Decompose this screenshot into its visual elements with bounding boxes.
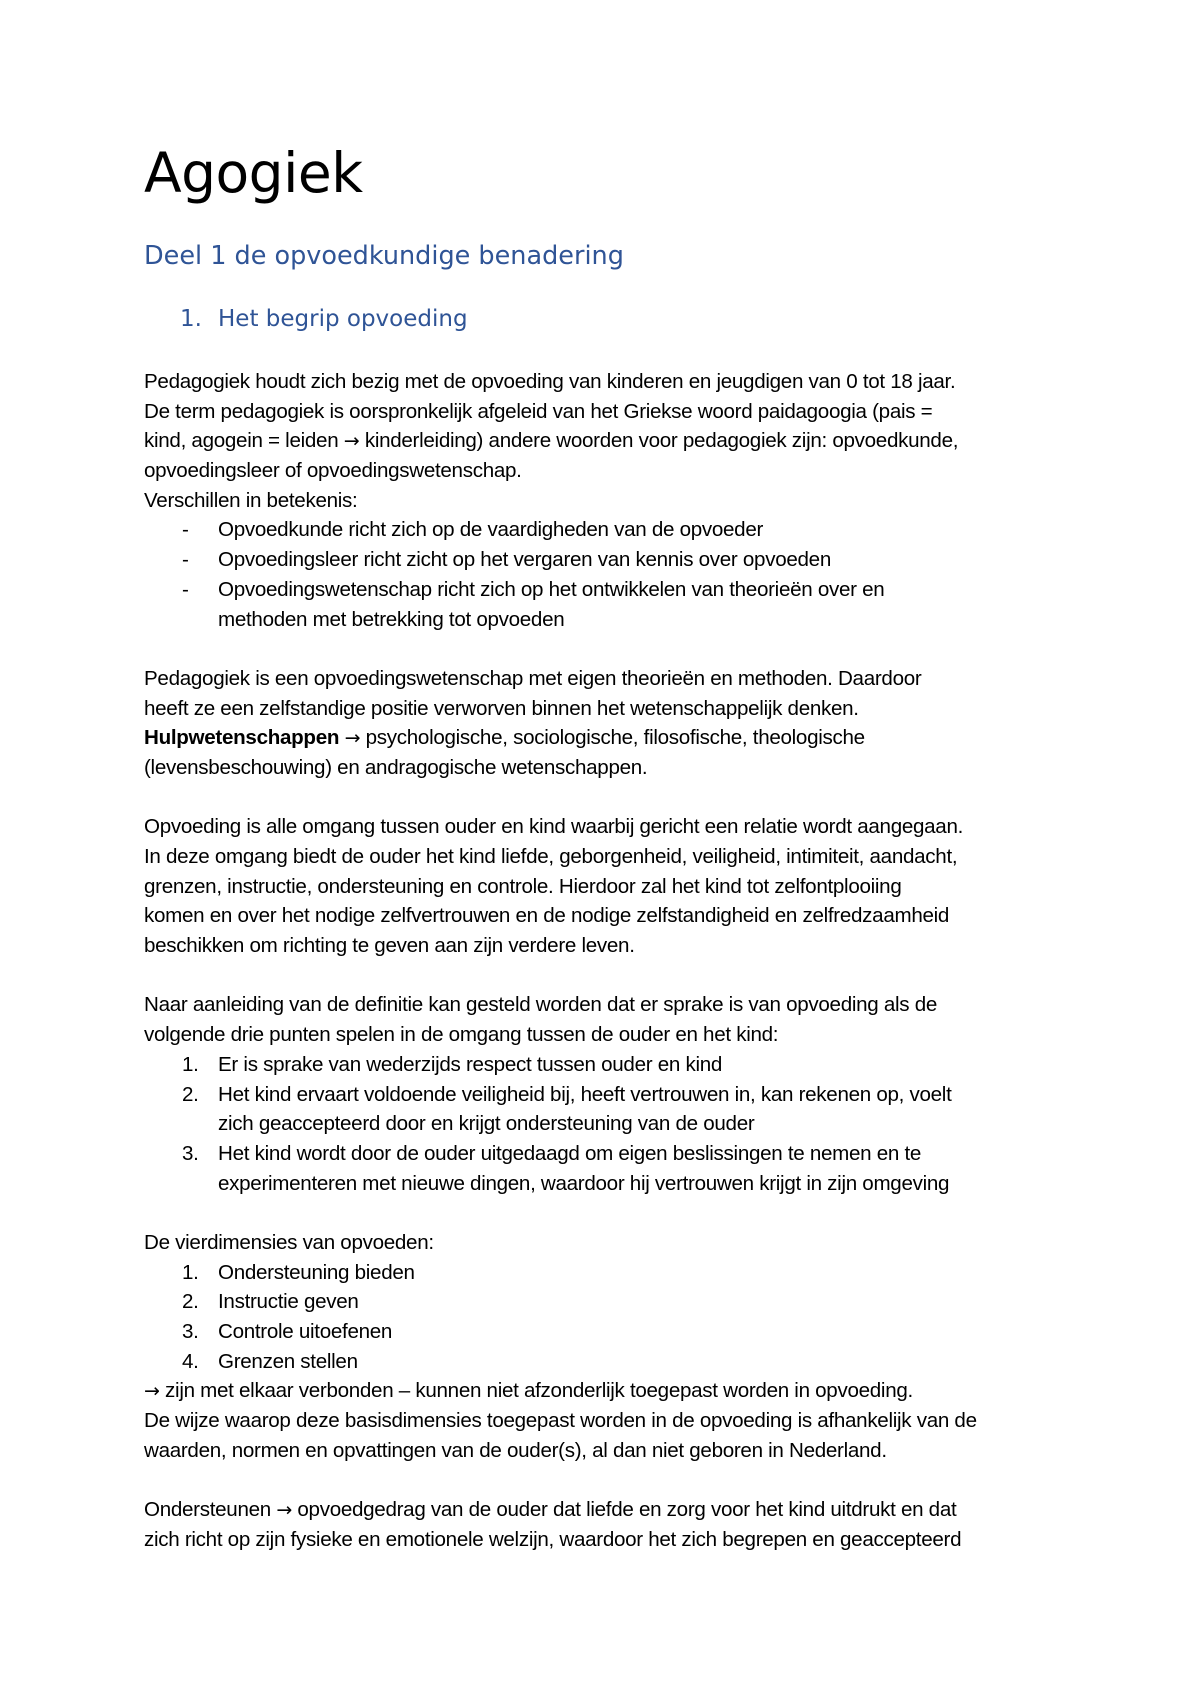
arrow-icon: →	[343, 430, 360, 453]
list-item: 3. Het kind wordt door de ouder uitgedaagd om eigen beslissingen te nemen en te	[144, 1139, 1074, 1169]
auxiliary-term: Hulpwetenschappen	[144, 726, 340, 750]
section-number: 1.	[180, 306, 202, 332]
paragraph-line: waarden, normen en opvattingen van de ouder(s), al dan niet geboren in Nederland.	[144, 1438, 887, 1462]
section-title: Het begrip opvoeding	[218, 306, 468, 332]
list-item: 1. Ondersteuning bieden	[144, 1258, 1074, 1288]
paragraph-line: → zijn met elkaar verbonden – kunnen niet afzonderlijk toegepast worden in opvoeding.	[144, 1379, 913, 1403]
paragraph-line: In deze omgang biedt de ouder het kind liefde, geborgenheid, veiligheid, intimiteit, aandacht,	[144, 845, 958, 868]
paragraph-line: grenzen, instructie, ondersteuning en controle. Hierdoor zal het kind tot zelfontplooiing	[144, 874, 902, 898]
document-title: Agogiek	[144, 141, 363, 205]
list-marker: -	[182, 548, 189, 572]
list-marker: 4.	[182, 1349, 199, 1373]
paragraph-line: Hulpwetenschappen → psychologische, sociologische, filosofische, theologische	[144, 726, 865, 750]
section-heading	[180, 303, 468, 335]
paragraph-line: Verschillen in betekenis:	[144, 488, 358, 512]
paragraph-line: Pedagogiek houdt zich bezig met de opvoeding van kinderen en jeugdigen van 0 tot 18 jaar.	[144, 370, 956, 393]
list-item: 2. Instructie geven	[144, 1287, 1074, 1317]
paragraph-line: beschikken om richting te geven aan zijn verdere leven.	[144, 934, 635, 958]
paragraph-line: De term pedagogiek is oorspronkelijk afgeleid van het Griekse woord paidagoogia (pais =	[144, 399, 933, 423]
list-marker: 1.	[182, 1260, 199, 1284]
arrow-icon: →	[276, 1499, 292, 1522]
list-marker: 1.	[182, 1052, 199, 1076]
paragraph-line: Opvoeding is alle omgang tussen ouder en kind waarbij gericht een relatie wordt aangegaan.	[144, 815, 964, 839]
list-marker: 2.	[182, 1082, 199, 1106]
arrow-icon: →	[144, 1380, 160, 1403]
paragraph-line: De wijze waarop deze basisdimensies toegepast worden in de opvoeding is afhankelijk van de	[144, 1409, 977, 1433]
list-item: - Opvoedingsleer richt zicht op het vergaren van kennis over opvoeden	[144, 545, 1074, 575]
list-item: 4. Grenzen stellen	[144, 1347, 1074, 1377]
arrow-icon: →	[344, 727, 361, 750]
list-item: 1. Er is sprake van wederzijds respect tussen ouder en kind	[144, 1050, 1074, 1080]
list-item-continuation: methoden met betrekking tot opvoeden	[218, 607, 565, 631]
paragraph-line: heeft ze een zelfstandige positie verworven binnen het wetenschappelijk denken.	[144, 696, 859, 720]
paragraph-line: kind, agogein = leiden → kinderleiding) andere woorden voor pedagogiek zijn: opvoedkunde,	[144, 429, 959, 453]
paragraph-line: Naar aanleiding van de definitie kan gesteld worden dat er sprake is van opvoeding als de	[144, 993, 938, 1017]
paragraph-line: (levensbeschouwing) en andragogische wetenschappen.	[144, 755, 648, 779]
list-item: - Opvoedingswetenschap richt zich op het ontwikkelen van theorieën over en	[144, 575, 1074, 605]
body-text	[144, 367, 1074, 1555]
list-item: 3. Controle uitoefenen	[144, 1317, 1074, 1347]
paragraph-line: opvoedingsleer of opvoedingswetenschap.	[144, 459, 522, 483]
paragraph-line: volgende drie punten spelen in de omgang tussen de ouder en het kind:	[144, 1023, 779, 1047]
list-marker: 3.	[182, 1320, 199, 1343]
list-item: - Opvoedkunde richt zich op de vaardigheden van de opvoeder	[144, 515, 1074, 545]
list-marker: -	[182, 518, 189, 542]
list-marker: 2.	[182, 1290, 199, 1314]
list-item: 2. Het kind ervaart voldoende veiligheid bij, heeft vertrouwen in, kan rekenen op, voelt	[144, 1080, 1074, 1110]
support-term: Ondersteunen	[144, 1498, 271, 1522]
part-heading: Deel 1 de opvoedkundige benadering	[144, 241, 624, 271]
list-marker: -	[182, 577, 189, 601]
paragraph-line: Pedagogiek is een opvoedingswetenschap met eigen theorieën en methoden. Daardoor	[144, 666, 922, 690]
paragraph-line: zich richt op zijn fysieke en emotionele welzijn, waardoor het zich begrepen en geaccepteerd	[144, 1527, 962, 1551]
paragraph-line: De vierdimensies van opvoeden:	[144, 1230, 434, 1254]
paragraph-line: komen en over het nodige zelfvertrouwen en de nodige zelfstandigheid en zelfredzaamheid	[144, 904, 950, 928]
paragraph-line: Ondersteunen → opvoedgedrag van de ouder dat liefde en zorg voor het kind uitdrukt en dat	[144, 1498, 957, 1522]
list-item-continuation: zich geaccepteerd door en krijgt ondersteuning van de ouder	[218, 1112, 755, 1136]
list-marker: 3.	[182, 1141, 199, 1165]
list-item-continuation: experimenteren met nieuwe dingen, waardoor hij vertrouwen krijgt in zijn omgeving	[218, 1171, 950, 1195]
